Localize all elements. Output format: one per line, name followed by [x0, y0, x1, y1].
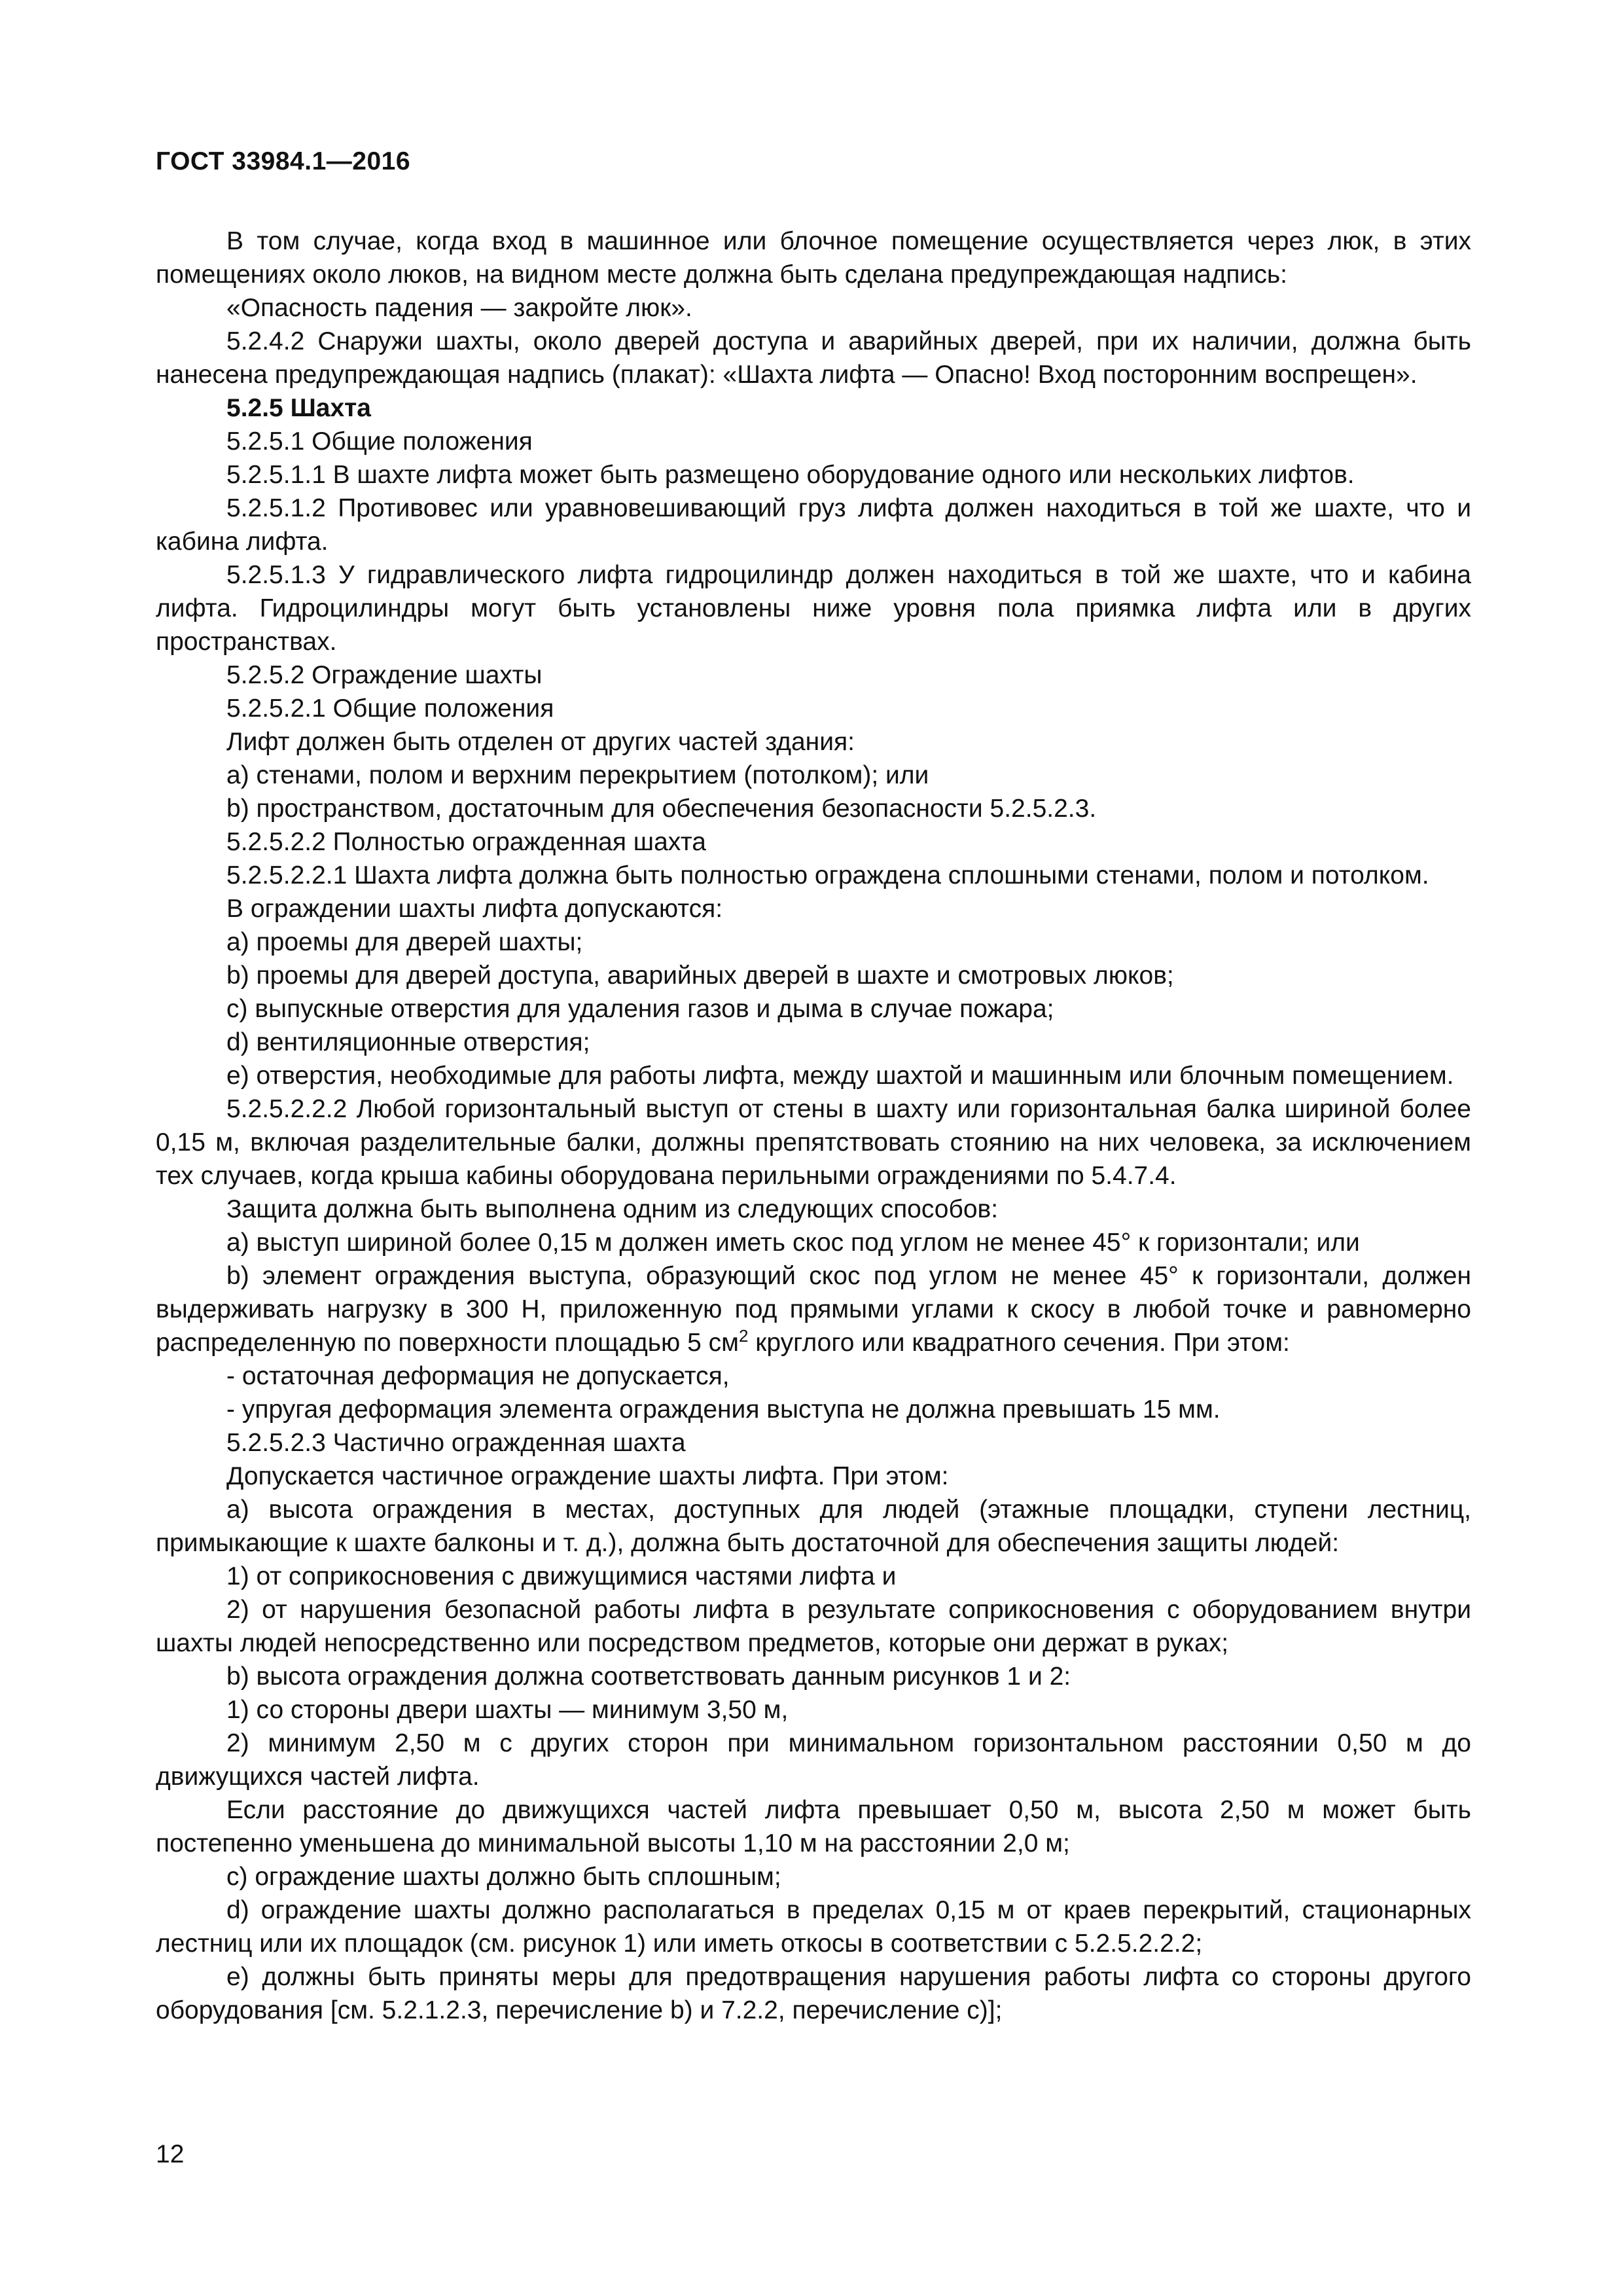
- list-item: a) выступ шириной более 0,15 м должен иметь скос под углом не менее 45° к горизонтали; или: [226, 1229, 1360, 1257]
- list-item: e) отверстия, необходимые для работы лифта, между шахтой и машинным или блочным помещением.: [226, 1062, 1454, 1090]
- paragraph: «Опасность падения — закройте люк».: [226, 294, 692, 322]
- section-heading: 5.2.5 Шахта: [226, 394, 371, 422]
- subsection-heading: 5.2.5.2.2 Полностью огражденная шахта: [226, 828, 706, 856]
- list-item: c) ограждение шахты должно быть сплошным;: [226, 1863, 781, 1891]
- list-item: 1) от соприкосновения с движущимися частями лифта и: [226, 1562, 897, 1590]
- list-item: b) пространством, достаточным для обеспечения безопасности 5.2.5.2.3.: [226, 795, 1097, 823]
- paragraph: 5.2.4.2 Снаружи шахты, около дверей доступа и аварийных дверей, при их наличии, должна быть нанесена предупреждающая надпись (плакат): «Шахта лифта — Опасно! Вход посторонним воспрещен».: [156, 327, 1471, 389]
- paragraph: 5.2.5.1.3 У гидравлического лифта гидроцилиндр должен находиться в той же шахте, что и кабина лифта. Гидроцилиндры могут быть установлены ниже уровня пола приямка лифта или в других пространствах.: [156, 561, 1471, 656]
- list-item-text: круглого или квадратного сечения. При этом:: [748, 1329, 1290, 1357]
- list-item: d) ограждение шахты должно располагаться в пределах 0,15 м от краев перекрытий, стационарных лестниц или их площадок (см. рисунок 1) или иметь откосы в соответствии с 5.2.5.2.2.2;: [156, 1896, 1471, 1958]
- list-item: a) высота ограждения в местах, доступных для людей (этажные площадки, ступени лестниц, примыкающие к шахте балконы и т. д.), должна быть достаточной для обеспечения защиты людей:: [156, 1496, 1471, 1557]
- subsection-heading: 5.2.5.2.3 Частично огражденная шахта: [226, 1429, 686, 1457]
- paragraph: В том случае, когда вход в машинное или блочное помещение осуществляется через люк, в этих помещениях около люков, на видном месте должна быть сделана предупреждающая надпись:: [156, 227, 1471, 289]
- paragraph: 5.2.5.2.2.1 Шахта лифта должна быть полностью ограждена сплошными стенами, полом и потолком.: [226, 861, 1429, 889]
- list-item: 2) минимум 2,50 м с других сторон при минимальном горизонтальном расстоянии 0,50 м до движущихся частей лифта.: [156, 1729, 1471, 1791]
- list-item: a) стенами, полом и верхним перекрытием (потолком); или: [226, 761, 929, 789]
- subsection-heading: 5.2.5.1 Общие положения: [226, 427, 533, 456]
- paragraph: 5.2.5.2.2.2 Любой горизонтальный выступ от стены в шахту или горизонтальная балка шириной более 0,15 м, включая разделительные балки, должны препятствовать стоянию на них человека, за исключением тех случаев, когда крыша кабины оборудована перильными ограждениями по 5.4.7.4.: [156, 1095, 1471, 1190]
- paragraph: Допускается частичное ограждение шахты лифта. При этом:: [226, 1462, 949, 1490]
- list-item: b) высота ограждения должна соответствовать данным рисунков 1 и 2:: [226, 1662, 1071, 1691]
- list-item: 2) от нарушения безопасной работы лифта в результате соприкосновения с оборудованием внутри шахты людей непосредственно или посредством предметов, которые они держат в руках;: [156, 1596, 1471, 1657]
- list-item: b) проемы для дверей доступа, аварийных дверей в шахте и смотровых люков;: [226, 961, 1174, 990]
- list-item: [156, 1259, 1471, 1359]
- dash-item: - упругая деформация элемента ограждения выступа не должна превышать 15 мм.: [226, 1395, 1221, 1424]
- list-item-text: b) элемент ограждения выступа, образующий скос под углом не менее 45° к горизонтали, должен выдерживать нагрузку в 300 Н, приложенную под прямыми углами к скосу в любой точке и равномерно распределенную по поверхности площадью 5 см: [156, 1262, 1471, 1357]
- subsection-heading: 5.2.5.2.1 Общие положения: [226, 694, 554, 723]
- list-item: a) проемы для дверей шахты;: [226, 928, 583, 956]
- paragraph: В ограждении шахты лифта допускаются:: [226, 895, 723, 923]
- paragraph: 5.2.5.1.2 Противовес или уравновешивающий груз лифта должен находиться в той же шахте, что и кабина лифта.: [156, 494, 1471, 556]
- list-item: c) выпускные отверстия для удаления газов и дыма в случае пожара;: [226, 995, 1054, 1023]
- page-number: 12: [156, 2140, 185, 2168]
- superscript: 2: [738, 1326, 749, 1346]
- paragraph: 5.2.5.1.1 В шахте лифта может быть размещено оборудование одного или нескольких лифтов.: [226, 461, 1355, 489]
- list-item: 1) со стороны двери шахты — минимум 3,50 м,: [226, 1696, 789, 1724]
- dash-item: - остаточная деформация не допускается,: [226, 1362, 730, 1390]
- list-item: e) должны быть приняты меры для предотвращения нарушения работы лифта со стороны другого оборудования [см. 5.2.1.2.3, перечисление b) и 7.2.2, перечисление c)];: [156, 1963, 1471, 2024]
- paragraph: Лифт должен быть отделен от других частей здания:: [226, 728, 855, 756]
- document-header: ГОСТ 33984.1—2016: [156, 147, 411, 175]
- subsection-heading: 5.2.5.2 Ограждение шахты: [226, 661, 543, 689]
- list-item: d) вентиляционные отверстия;: [226, 1028, 590, 1056]
- document-body: [156, 224, 1471, 2027]
- paragraph: Защита должна быть выполнена одним из следующих способов:: [226, 1195, 999, 1223]
- paragraph: Если расстояние до движущихся частей лифта превышает 0,50 м, высота 2,50 м может быть постепенно уменьшена до минимальной высоты 1,10 м на расстоянии 2,0 м;: [156, 1796, 1471, 1857]
